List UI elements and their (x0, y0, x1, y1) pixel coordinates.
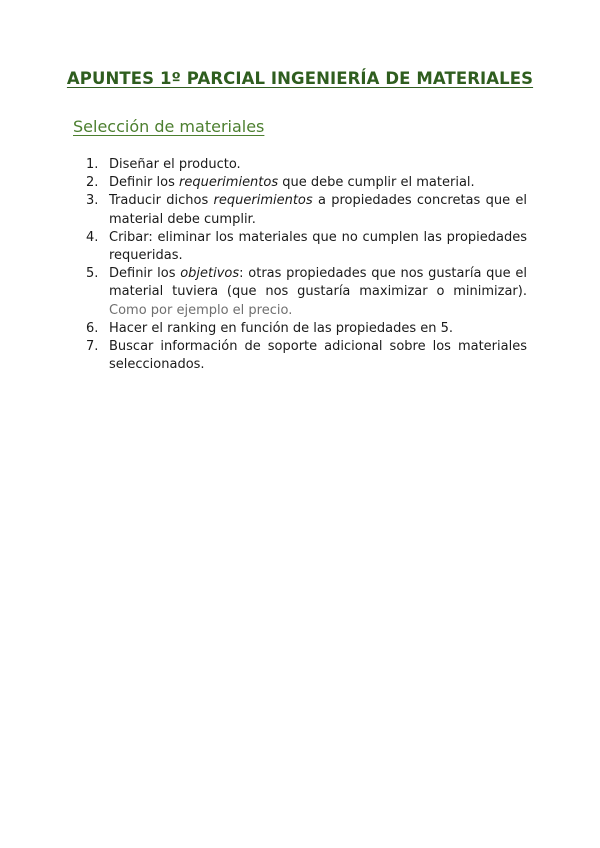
list-item (86, 265, 527, 320)
step-note: Como por ejemplo el precio. (109, 302, 293, 318)
step-number: 3. (86, 193, 99, 209)
step-text (109, 338, 527, 374)
step-number: 1. (86, 157, 99, 172)
list-item (86, 174, 527, 192)
step-text (109, 156, 527, 174)
step-text-post: : otras propiedades que nos gustaría que el material tuviera (que nos gustaría maximizar o minimizar). (109, 266, 527, 300)
list-item (86, 338, 527, 374)
step-number: 2. (86, 175, 99, 191)
step-text-emphasis: requerimientos (213, 193, 313, 209)
step-text-content: Cribar: eliminar los materiales que no cumplen las propiedades requeridas. (109, 229, 527, 264)
step-text-emphasis: objetivos (180, 266, 240, 282)
step-text (109, 265, 527, 320)
step-text-pre: Definir los (109, 266, 181, 282)
step-number: 7. (86, 339, 99, 355)
step-text-pre: Traducir dichos (109, 193, 214, 209)
step-number: 4. (86, 229, 99, 245)
step-text-content: Buscar información de soporte adicional sobre los materiales seleccionados. (109, 339, 527, 373)
step-text (109, 192, 527, 228)
list-item (86, 156, 527, 174)
step-text-post: a propiedades concretas que el material debe cumplir. (109, 193, 527, 227)
step-number: 5. (86, 266, 99, 282)
section-heading: Selección de materiales (73, 117, 265, 136)
step-text (109, 174, 527, 192)
steps-list (86, 156, 527, 374)
step-text (109, 229, 527, 265)
step-text-content: Hacer el ranking en función de las propiedades en 5. (109, 320, 454, 336)
step-text-content: Diseñar el producto. (109, 157, 241, 172)
step-number: 6. (86, 320, 99, 336)
list-item (86, 192, 527, 228)
document-title: APUNTES 1º PARCIAL INGENIERÍA DE MATERIALES (66, 69, 534, 88)
step-text (109, 320, 527, 338)
step-text-post: que debe cumplir el material. (278, 175, 475, 191)
list-item (86, 320, 527, 338)
step-text-emphasis: requerimientos (179, 175, 279, 191)
list-item (86, 229, 527, 265)
step-text-pre: Definir los (109, 175, 179, 191)
